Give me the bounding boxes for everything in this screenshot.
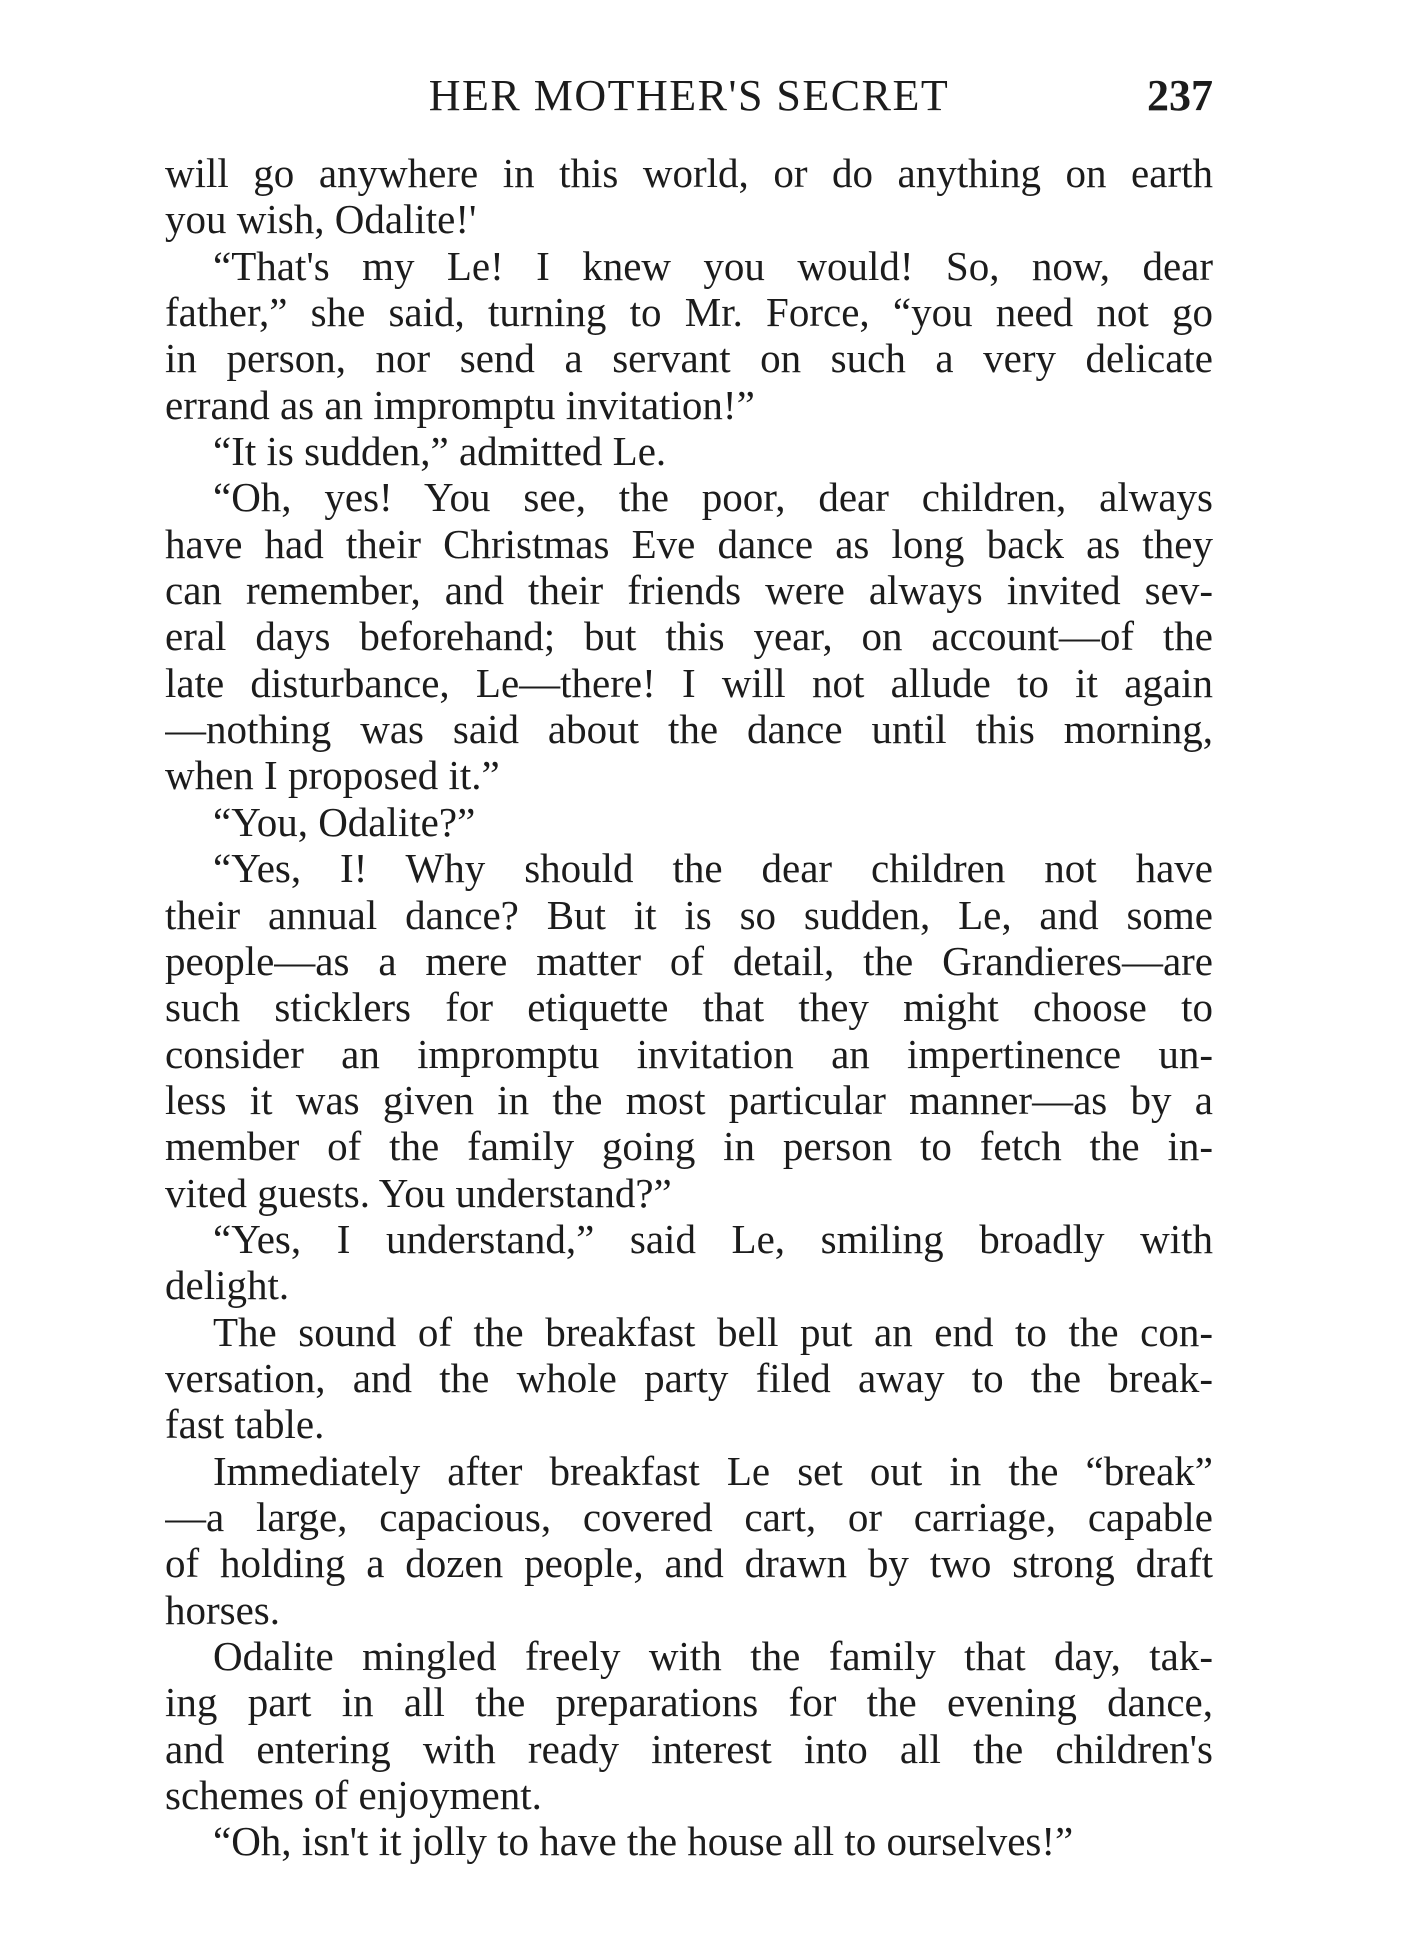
text-line: when I proposed it.” bbox=[165, 752, 500, 799]
text-line: —a large, capacious, covered cart, or carriage, capable bbox=[165, 1493, 1213, 1540]
text-line: will go anywhere in this world, or do anything on earth bbox=[165, 150, 1213, 196]
text-line: “Oh, yes! You see, the poor, dear children, always bbox=[213, 474, 1213, 521]
text-line: —nothing was said about the dance until this morning, bbox=[165, 706, 1213, 753]
text-line: late disturbance, Le—there! I will not allude to it again bbox=[165, 659, 1213, 706]
text-line: “Oh, isn't it jolly to have the house all to ourselves!” bbox=[213, 1818, 1074, 1865]
text-line: Immediately after breakfast Le set out in the “break” bbox=[213, 1447, 1213, 1494]
text-line: you wish, Odalite!' bbox=[165, 196, 477, 243]
text-line: horses. bbox=[165, 1586, 281, 1633]
text-line: schemes of enjoyment. bbox=[165, 1772, 542, 1819]
text-line: “It is sudden,” admitted Le. bbox=[213, 428, 667, 475]
text-line: less it was given in the most particular manner—as by a bbox=[165, 1076, 1213, 1123]
text-line: of holding a dozen people, and drawn by two strong draft bbox=[165, 1540, 1213, 1587]
text-line: “Yes, I understand,” said Le, smiling broadly with bbox=[213, 1215, 1213, 1262]
text-line: “You, Odalite?” bbox=[213, 798, 476, 845]
text-line: their annual dance? But it is so sudden, Le, and some bbox=[165, 891, 1213, 938]
text-line: member of the family going in person to fetch the in- bbox=[165, 1123, 1213, 1170]
text-line: and entering with ready interest into all the children's bbox=[165, 1725, 1213, 1772]
page-number: 237 bbox=[1147, 71, 1213, 120]
text-line: “That's my Le! I knew you would! So, now, dear bbox=[213, 242, 1213, 289]
body-text bbox=[165, 150, 1213, 1865]
text-line: such sticklers for etiquette that they might choose to bbox=[165, 984, 1213, 1031]
text-line: vited guests. You understand?” bbox=[165, 1169, 672, 1216]
text-line: The sound of the breakfast bell put an end to the con- bbox=[213, 1308, 1213, 1355]
text-line: Odalite mingled freely with the family that day, tak- bbox=[213, 1633, 1213, 1679]
text-line: fast table. bbox=[165, 1401, 325, 1448]
text-line: eral days beforehand; but this year, on account—of the bbox=[165, 613, 1213, 660]
text-line: consider an impromptu invitation an impertinence un- bbox=[165, 1030, 1213, 1077]
text-line: people—as a mere matter of detail, the Grandieres—are bbox=[165, 937, 1213, 984]
text-line: ing part in all the preparations for the evening dance, bbox=[165, 1679, 1213, 1726]
text-line: delight. bbox=[165, 1262, 290, 1309]
text-line: “Yes, I! Why should the dear children not have bbox=[213, 845, 1213, 892]
text-line: father,” she said, turning to Mr. Force, “you need not go bbox=[165, 289, 1213, 336]
text-line: have had their Christmas Eve dance as long back as they bbox=[165, 520, 1213, 567]
text-line: can remember, and their friends were always invited sev- bbox=[165, 567, 1213, 614]
text-line: versation, and the whole party filed away to the break- bbox=[165, 1354, 1213, 1401]
text-line: in person, nor send a servant on such a very delicate bbox=[165, 335, 1213, 382]
text-line: errand as an impromptu invitation!” bbox=[165, 381, 755, 428]
running-title: HER MOTHER'S SECRET bbox=[428, 71, 950, 120]
page-header bbox=[165, 70, 1213, 130]
